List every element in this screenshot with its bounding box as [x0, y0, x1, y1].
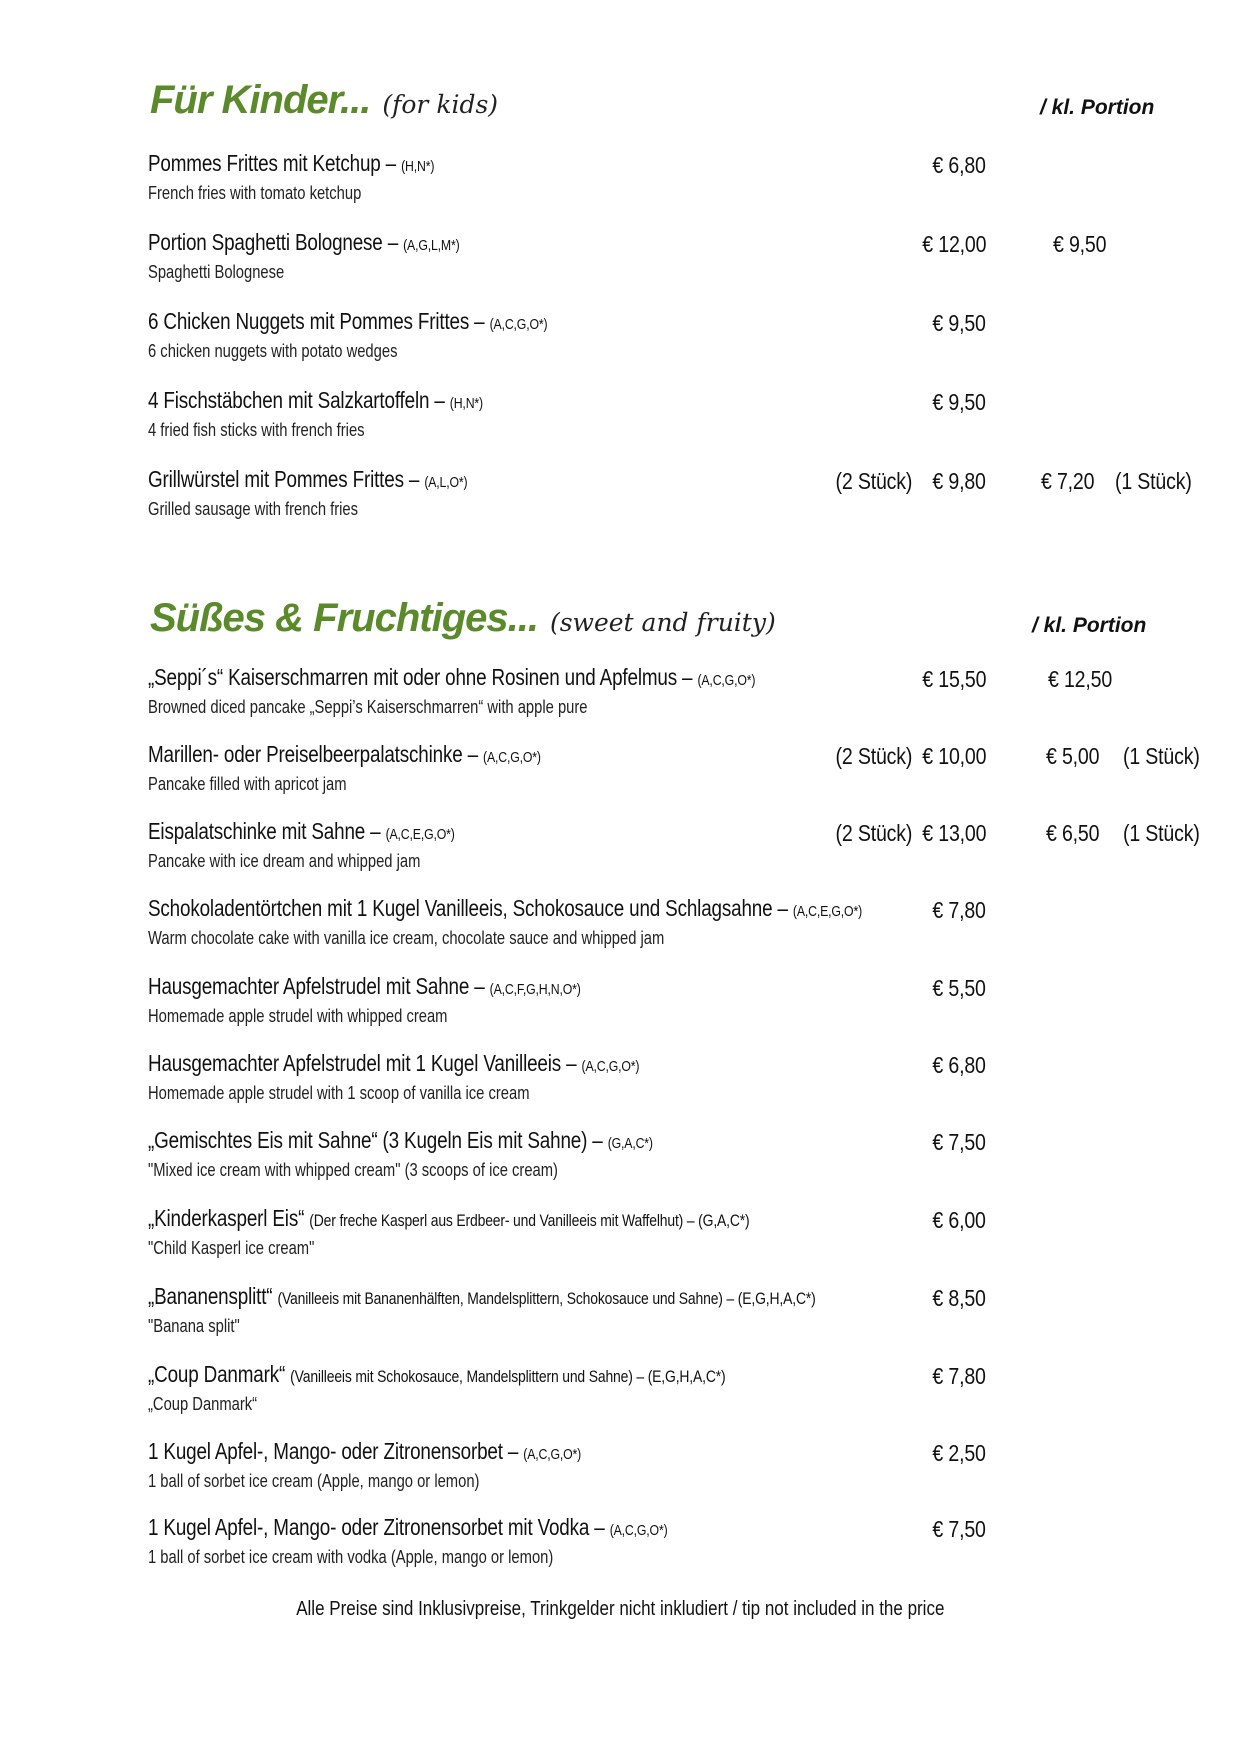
menu-item: [148, 1127, 1208, 1195]
item-price: € 8,50: [932, 1285, 986, 1311]
item-price: € 7,80: [932, 897, 986, 923]
menu-item: [148, 895, 1208, 963]
item-name: „Coup Danmark“: [148, 1361, 291, 1387]
item-allergens: (A,C,E,G,O*): [385, 826, 455, 843]
item-allergens: (A,C,G,O*): [609, 1522, 668, 1539]
item-price: € 7,50: [932, 1516, 986, 1542]
item-description: "Mixed ice cream with whipped cream" (3 scoops of ice cream): [148, 1160, 558, 1180]
kids-section-title: [150, 78, 498, 123]
menu-item: [148, 1438, 1208, 1506]
item-price: € 15,50: [921, 666, 986, 692]
menu-item: [148, 1514, 1208, 1582]
price-footnote: [0, 1598, 1240, 1621]
sweet-section-title: [150, 596, 776, 641]
item-price-small: € 9,50: [1053, 231, 1107, 257]
item-description: French fries with tomato ketchup: [148, 183, 362, 203]
item-price: € 9,50: [932, 389, 986, 415]
item-price-small: € 6,50: [1046, 820, 1100, 846]
item-name: 6 Chicken Nuggets mit Pommes Frittes –: [148, 308, 490, 334]
item-description: Pancake filled with apricot jam: [148, 774, 347, 794]
menu-item: [148, 664, 1208, 732]
item-name: Hausgemachter Apfelstrudel mit Sahne –: [148, 973, 490, 999]
menu-item: [148, 229, 1208, 297]
item-description: „Coup Danmark“: [148, 1394, 258, 1414]
item-price: € 9,50: [932, 310, 986, 336]
footer-text: Alle Preise sind Inklusivpreise, Trinkgelder nicht inkludiert / tip not included in the price: [295, 1598, 945, 1620]
item-allergens: (A,C,G,O*): [523, 1446, 582, 1463]
item-description: Homemade apple strudel with 1 scoop of vanilla ice cream: [148, 1083, 530, 1103]
item-pieces: (2 Stück): [835, 468, 912, 494]
item-pieces: (2 Stück): [835, 820, 912, 846]
menu-item: [148, 1050, 1208, 1118]
item-price: € 5,50: [932, 975, 986, 1001]
item-allergens: (A,L,O*): [424, 474, 468, 491]
menu-item: [148, 150, 1208, 218]
item-name: Eispalatschinke mit Sahne –: [148, 818, 386, 844]
sweet-portion-header: / kl. Portion: [1032, 614, 1147, 637]
item-description: Pancake with ice dream and whipped jam: [148, 851, 421, 871]
item-description: Spaghetti Bolognese: [148, 262, 285, 282]
item-name: „Gemischtes Eis mit Sahne“ (3 Kugeln Eis mit Sahne) –: [148, 1127, 608, 1153]
kids-title: Für Kinder...: [150, 78, 371, 122]
item-description: "Child Kasperl ice cream": [148, 1238, 315, 1258]
item-note: (Vanilleeis mit Bananenhälften, Mandelsplittern, Schokosauce und Sahne) – (E,G,H,A,C*): [277, 1289, 816, 1308]
item-note: (Vanilleeis mit Schokosauce, Mandelsplittern und Sahne) – (E,G,H,A,C*): [290, 1367, 726, 1386]
menu-item: [148, 818, 1208, 886]
item-name: 1 Kugel Apfel-, Mango- oder Zitronensorbet mit Vodka –: [148, 1514, 610, 1540]
menu-item: [148, 1205, 1208, 1273]
item-allergens: (A,C,G,O*): [581, 1058, 640, 1075]
item-price: € 6,80: [932, 152, 986, 178]
item-pieces-small: (1 Stück): [1115, 468, 1192, 494]
item-name: Marillen- oder Preiselbeerpalatschinke –: [148, 741, 484, 767]
item-allergens: (G,A,C*): [607, 1135, 653, 1152]
item-allergens: (A,C,F,G,H,N,O*): [489, 981, 581, 998]
item-price: € 13,00: [921, 820, 986, 846]
item-name: Schokoladentörtchen mit 1 Kugel Vanilleeis, Schokosauce und Schlagsahne –: [148, 895, 793, 921]
item-price-small: € 7,20: [1041, 468, 1095, 494]
item-price: € 10,00: [921, 743, 986, 769]
item-name: „Bananensplitt“: [148, 1283, 278, 1309]
item-note: (Der freche Kasperl aus Erdbeer- und Vanilleeis mit Waffelhut) – (G,A,C*): [309, 1211, 750, 1230]
item-description: Browned diced pancake „Seppi’s Kaiserschmarren“ with apple pure: [148, 697, 588, 717]
item-description: "Banana split": [148, 1316, 240, 1336]
menu-item: [148, 973, 1208, 1041]
item-price: € 12,00: [921, 231, 986, 257]
menu-item: [148, 466, 1208, 534]
item-pieces: (2 Stück): [835, 743, 912, 769]
item-name: 1 Kugel Apfel-, Mango- oder Zitronensorbet –: [148, 1438, 524, 1464]
item-allergens: (A,C,G,O*): [483, 749, 541, 766]
item-name: Grillwürstel mit Pommes Frittes –: [148, 466, 425, 492]
item-price: € 7,80: [932, 1363, 986, 1389]
item-pieces-small: (1 Stück): [1123, 820, 1200, 846]
item-description: Grilled sausage with french fries: [148, 499, 359, 519]
item-name: Hausgemachter Apfelstrudel mit 1 Kugel Vanilleeis –: [148, 1050, 582, 1076]
menu-item: [148, 741, 1208, 809]
menu-item: [148, 1361, 1208, 1429]
item-name: „Seppi´s“ Kaiserschmarren mit oder ohne Rosinen und Apfelmus –: [148, 664, 698, 690]
item-allergens: (A,C,G,O*): [697, 672, 756, 689]
item-description: 4 fried fish sticks with french fries: [148, 420, 365, 440]
sweet-subtitle: (sweet and fruity): [549, 608, 776, 637]
item-price-small: € 12,50: [1048, 666, 1113, 692]
item-price: € 2,50: [932, 1440, 986, 1466]
item-name: Portion Spaghetti Bolognese –: [148, 229, 404, 255]
item-allergens: (H,N*): [401, 158, 435, 175]
item-price-small: € 5,00: [1046, 743, 1100, 769]
item-name: „Kinderkasperl Eis“: [148, 1205, 310, 1231]
item-allergens: (A,C,E,G,O*): [792, 903, 863, 920]
item-pieces-small: (1 Stück): [1123, 743, 1200, 769]
kids-portion-header: / kl. Portion: [1040, 96, 1155, 119]
item-description: 6 chicken nuggets with potato wedges: [148, 341, 398, 361]
item-description: 1 ball of sorbet ice cream (Apple, mango or lemon): [148, 1471, 480, 1491]
menu-item: [148, 308, 1208, 376]
item-name: Pommes Frittes mit Ketchup –: [148, 150, 402, 176]
sweet-title: Süßes & Fruchtiges...: [150, 596, 538, 640]
item-description: Warm chocolate cake with vanilla ice cream, chocolate sauce and whipped jam: [148, 928, 665, 948]
item-description: Homemade apple strudel with whipped cream: [148, 1006, 448, 1026]
item-price: € 7,50: [932, 1129, 986, 1155]
item-description: 1 ball of sorbet ice cream with vodka (Apple, mango or lemon): [148, 1547, 554, 1567]
item-price: € 6,00: [932, 1207, 986, 1233]
kids-subtitle: (for kids): [382, 90, 499, 119]
menu-item: [148, 387, 1208, 455]
item-allergens: (A,G,L,M*): [403, 237, 460, 254]
item-price: € 9,80: [932, 468, 986, 494]
item-allergens: (H,N*): [449, 395, 483, 412]
item-price: € 6,80: [932, 1052, 986, 1078]
item-name: 4 Fischstäbchen mit Salzkartoffeln –: [148, 387, 450, 413]
item-allergens: (A,C,G,O*): [489, 316, 548, 333]
menu-item: [148, 1283, 1208, 1351]
